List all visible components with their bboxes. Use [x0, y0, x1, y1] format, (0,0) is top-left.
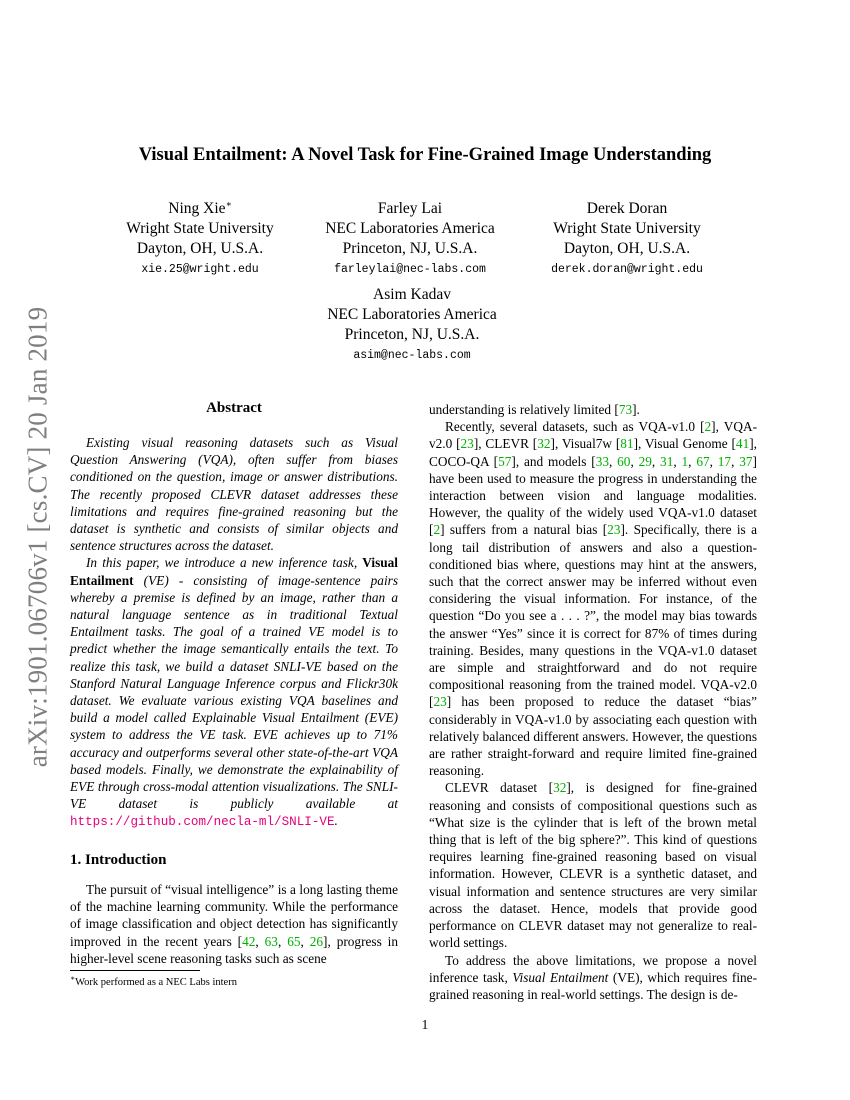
author-block [532, 199, 722, 280]
citation[interactable]: 73 [618, 402, 633, 417]
citation[interactable]: 1 [681, 453, 689, 469]
citation[interactable]: 2 [433, 522, 441, 538]
task-name-bold: Visual Entailment [70, 555, 398, 588]
intro-paragraph: CLEVR dataset [32], is designed for fine-grained reasoning and consists of compositional questions such as “What size is the cylinder that is left of the brown metal thing that is left of the big sphere?”. This kind of questions requires learning fine-grained reasoning based on visual information. However, CLEVR is a synthetic dataset, and visual information and sentence structures are very similar across the dataset. Hence, models that provide good performance on CLEVR dataset may not generalize to real-world settings. [429, 780, 757, 951]
citation[interactable]: 23 [460, 436, 474, 452]
abstract-paragraph: Existing visual reasoning datasets such as Visual Question Answering (VQA), often suffer from biases conditioned on the question, image or answer distributions. The recently proposed CLEVR dataset addresses these limitations and requires fine-grained reasoning but the dataset is synthetic and consists of similar objects and sentence structures across the dataset. [70, 435, 398, 554]
citation[interactable]: 31 [660, 453, 674, 469]
author-affiliation: Wright State University [126, 220, 274, 237]
author-block [308, 199, 512, 280]
author-name: Farley Lai [377, 200, 443, 217]
abstract-paragraph: In this paper, we introduce a new inference task, Visual Entailment (VE) - consisting of image-sentence pairs whereby a premise is defined by an image, rather than a natural language sentence as in traditional Textual Entailment tasks. The goal of a trained VE model is to predict whether the image semantically entails the text. To realize this task, we build a dataset SNLI-VE based on the Stanford Natural Language Inference corpus and Flickr30k dataset. We evaluate various existing VQA baselines and build a model called Explainable Visual Entailment (EVE) system to address the VE task. EVE achieves up to 71% accuracy and outperforms several other state-of-the-art VQA based models. Finally, we demonstrate the explainability of EVE through cross-modal attention visualizations. The SNLI-VE dataset is publicly available at https://github.com/necla-ml/SNLI-VE. [70, 555, 398, 830]
citation[interactable]: 23 [433, 694, 447, 710]
citation[interactable]: 57 [498, 453, 512, 469]
citation[interactable]: 37 [739, 453, 753, 469]
intro-left-column [70, 881, 398, 967]
abstract-heading: Abstract [206, 400, 262, 416]
citation[interactable]: 23 [607, 522, 621, 538]
author-location: Dayton, OH, U.S.A. [563, 240, 691, 257]
author-name: Asim Kadav [373, 286, 451, 303]
author-block [110, 199, 290, 280]
citation[interactable]: 2 [704, 419, 712, 435]
footnote-divider [70, 970, 200, 971]
author-location: Princeton, NJ, U.S.A. [344, 326, 480, 343]
intro-paragraph: To address the above limitations, we propose a novel inference task, Visual Entailment (VE), which requires fine-grained reasoning in real-world settings. The design is de- [429, 952, 758, 1002]
author-email[interactable]: derek.doran@wright.edu [551, 263, 703, 276]
citation[interactable]: 63 [264, 933, 278, 949]
section-heading-introduction: 1. Introduction [70, 852, 167, 868]
footnote [70, 973, 398, 989]
footnote-text: Work performed as a NEC Labs intern [75, 977, 237, 988]
arxiv-sidebar [18, 292, 58, 782]
author-email[interactable]: asim@nec-labs.com [353, 349, 471, 362]
page-number: 1 [421, 1017, 429, 1032]
citation[interactable]: 60 [617, 453, 631, 469]
abstract-body [70, 434, 398, 832]
author-name: Ning Xie∗ [168, 198, 232, 217]
author-affiliation: NEC Laboratories America [325, 220, 495, 237]
dataset-link[interactable]: https://github.com/necla-ml/SNLI-VE [70, 815, 335, 830]
author-affiliation: NEC Laboratories America [327, 306, 497, 323]
intro-paragraph-continued: understanding is relatively limited [73]. [429, 402, 640, 417]
author-location: Dayton, OH, U.S.A. [136, 240, 264, 257]
citation[interactable]: 65 [287, 933, 301, 949]
intro-paragraph: The pursuit of “visual intelligence” is a long lasting theme of the machine learning community. While the performance of image classification and object detection has significantly improved in the recent years [42, 63, 65, 26], progress in higher-level scene reasoning tasks such as scene [70, 882, 399, 966]
right-column [429, 401, 757, 1003]
author-location: Princeton, NJ, U.S.A. [342, 240, 478, 257]
citation[interactable]: 29 [638, 453, 652, 469]
author-email[interactable]: xie.25@wright.edu [141, 263, 259, 276]
citation[interactable]: 26 [309, 933, 324, 949]
footnote-mark: ∗ [70, 973, 76, 983]
author-email[interactable]: farleylai@nec-labs.com [334, 263, 486, 276]
citation[interactable]: 32 [553, 780, 567, 796]
author-name: Derek Doran [586, 200, 668, 217]
author-affiliation: Wright State University [553, 220, 701, 237]
citation[interactable]: 32 [537, 436, 551, 452]
author-block [312, 285, 512, 366]
citation[interactable]: 42 [242, 933, 256, 949]
citation[interactable]: 17 [717, 453, 732, 469]
paper-title: Visual Entailment: A Novel Task for Fine-Grained Image Understanding [138, 145, 712, 165]
intro-paragraph: Recently, several datasets, such as VQA-v1.0 [2], VQA-v2.0 [23], CLEVR [32], Visual7w [81], Visual Genome [41], COCO-QA [57], and models [33, 60, 29, 31, 1, 67, 17, 37] have been used to measure the progress in understanding the interaction between vision and language modalities. However, the quality of the widely used VQA-v1.0 dataset [2] suffers from a natural bias [23]. Specifically, there is a long tail distribution of answers and also a question-conditioned bias where, questions may hint at the answers, such that the correct answer may be inferred without even considering the visual information. For instance, of the question “Do you see a . . . ?”, the model may bias towards the answer “Yes” since it is correct for 87% of times during training. Besides, many questions in the VQA-v1.0 dataset are simple and straightforward and do not require compositional reasoning from the trained model. VQA-v2.0 [23] has been proposed to reduce the dataset “bias” considerably in VQA-v1.0 by associating each question with relatively balanced different answers. However, the questions are rather straight-forward and require limited fine-grained reasoning. [429, 419, 757, 779]
citation[interactable]: 41 [735, 436, 750, 452]
citation[interactable]: 67 [696, 453, 710, 469]
citation[interactable]: 81 [620, 436, 634, 452]
citation[interactable]: 33 [595, 453, 609, 469]
task-name-italic: Visual Entailment [512, 969, 609, 985]
arxiv-identifier: arXiv:1901.06706v1 [cs.CV] 20 Jan 2019 [22, 306, 53, 768]
